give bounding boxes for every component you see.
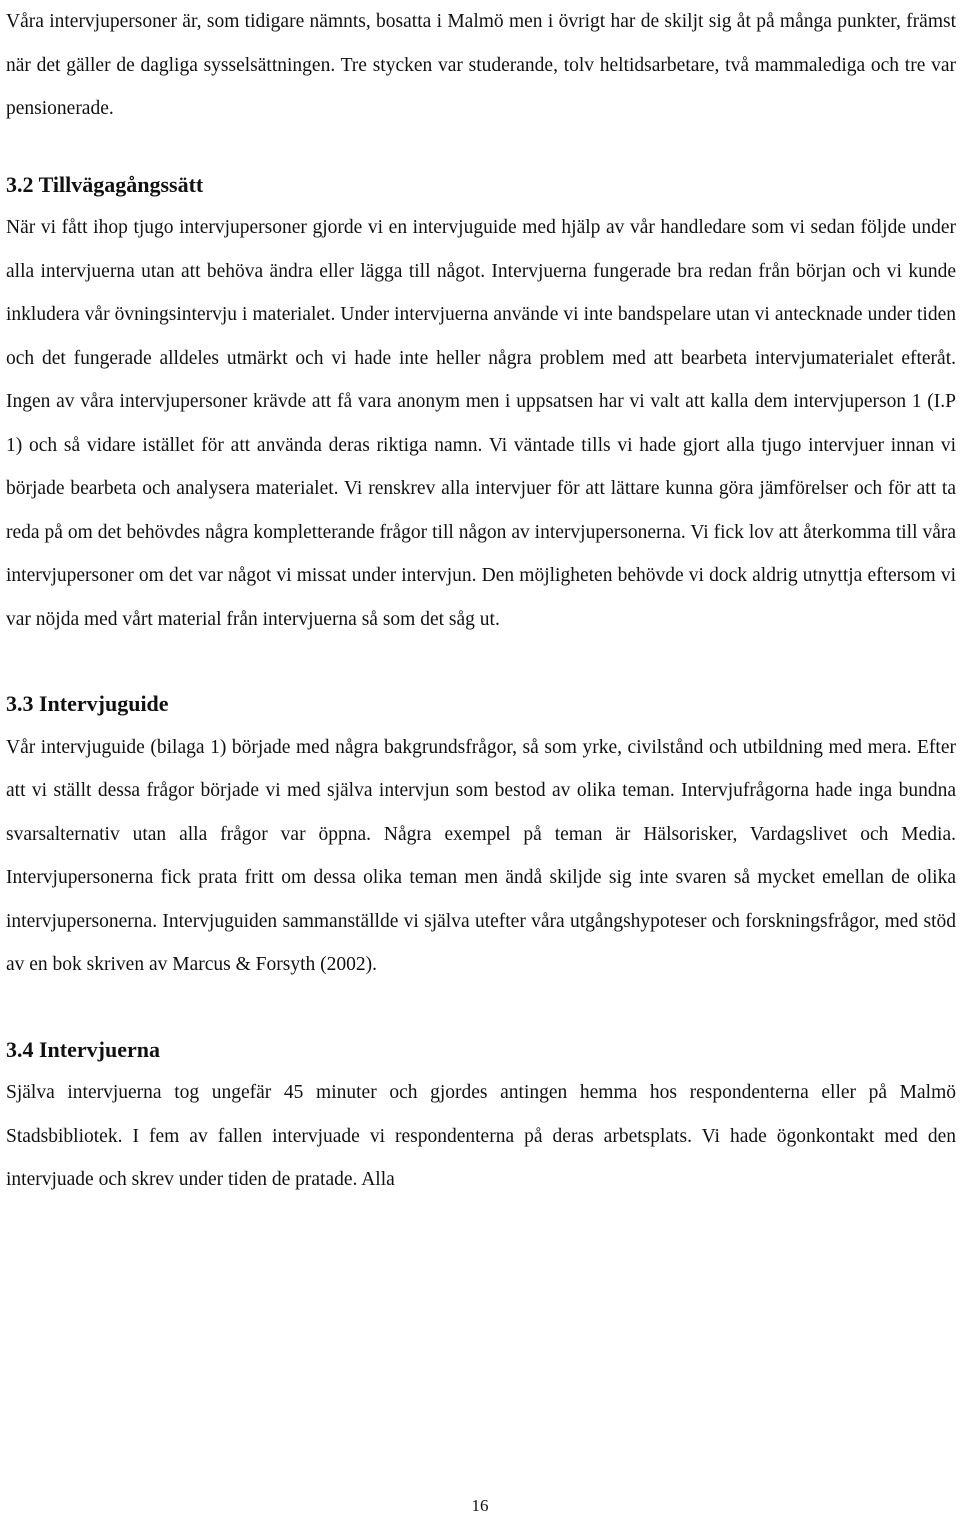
intro-paragraph: Våra intervjupersoner är, som tidigare nämnts, bosatta i Malmö men i övrigt har de skiljt sig åt på många punkter, främst när det gäller de dagliga sysselsättningen. Tre stycken var studerande, tolv heltidsarbetare, två mammalediga och tre var pensionerade. (6, 11, 956, 119)
section-heading-3-4: 3.4 Intervjuerna (6, 1036, 160, 1062)
document-page (6, 0, 956, 1202)
section-paragraph-3-3: Vår intervjuguide (bilaga 1) började med några bakgrundsfrågor, så som yrke, civilstånd och utbildning med mera. Efter att vi ställt dessa frågor började vi med själva intervjun som bestod av olika teman. Intervjufrågorna hade inga bundna svarsalternativ utan alla frågor var öppna. Några exempel på teman är Hälsorisker, Vardagslivet och Media. Intervjupersonerna fick prata fritt om dessa olika teman men ändå skiljde sig inte svaren så mycket emellan de olika intervjupersonerna. Intervjuguiden sammanställde vi själva utefter våra utgångshypoteser och forskningsfrågor, med stöd av en bok skriven av Marcus & Forsyth (2002). (6, 736, 956, 975)
section-paragraph-3-2: När vi fått ihop tjugo intervjupersoner gjorde vi en intervjuguide med hjälp av vår handledare som vi sedan följde under alla intervjuerna utan att behöva ändra eller lägga till något. Intervjuerna fungerade bra redan från början och vi kunde inkludera vår övningsintervju i materialet. Under intervjuerna använde vi inte bandspelare utan vi antecknade under tiden och det fungerade alldeles utmärkt och vi hade inte heller några problem med att bearbeta intervjumaterialet efteråt. Ingen av våra intervjupersoner krävde att få vara anonym men i uppsatsen har vi valt att kalla dem intervjuperson 1 (I.P 1) och så vidare istället för att använda deras riktiga namn. Vi väntade tills vi hade gjort alla tjugo intervjuer innan vi började bearbeta och analysera materialet. Vi renskrev alla intervjuer för att lättare kunna göra jämförelser och för att ta reda på om det behövdes några kompletterande frågor till någon av intervjupersonerna. Vi fick lov att återkomma till våra intervjupersoner om det var något vi missat under intervjun. Den möjligheten behövde vi dock aldrig utnyttja eftersom vi var nöjda med vårt material från intervjuerna så som det såg ut. (6, 217, 956, 630)
section-heading-3-3: 3.3 Intervjuguide (6, 691, 169, 716)
section-heading-3-2: 3.2 Tillvägagångssätt (6, 171, 204, 197)
section-paragraph-3-4: Själva intervjuerna tog ungefär 45 minuter och gjordes antingen hemma hos respondenterna eller på Malmö Stadsbibliotek. I fem av fallen intervjuade vi respondenterna på deras arbetsplats. Vi hade ögonkontakt med den intervjuade och skrev under tiden de pratade. Alla (6, 1082, 956, 1190)
page-number: 16 (471, 1496, 489, 1515)
